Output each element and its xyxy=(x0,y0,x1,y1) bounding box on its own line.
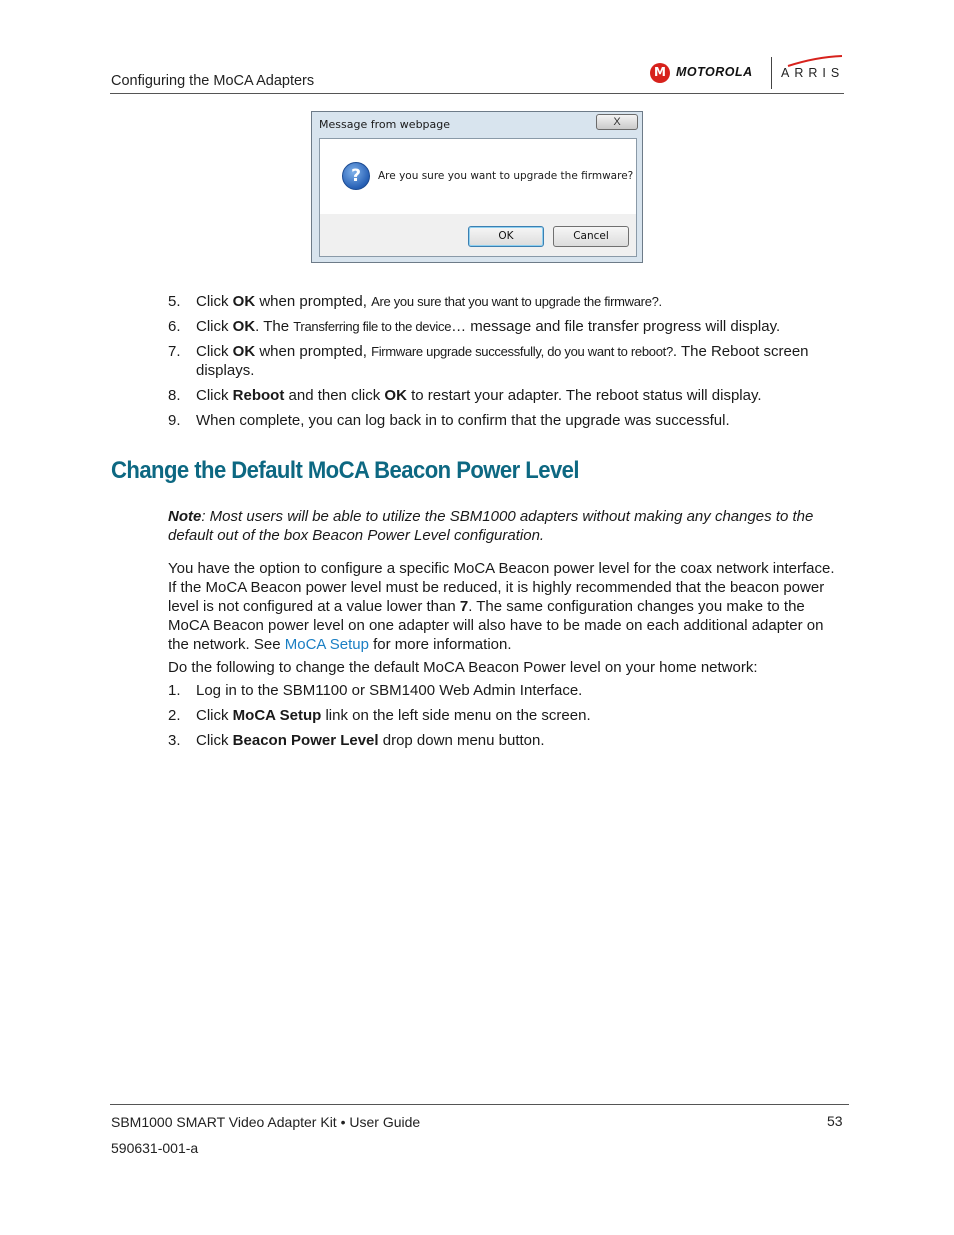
header-rule xyxy=(110,93,844,94)
ok-button[interactable]: OK xyxy=(468,226,544,247)
cancel-button[interactable]: Cancel xyxy=(553,226,629,247)
section-heading: Change the Default MoCA Beacon Power Level xyxy=(111,457,579,484)
footer-guide-title: SBM1000 SMART Video Adapter Kit • User Guide xyxy=(111,1114,421,1130)
step-text: Click Beacon Power Level drop down menu button. xyxy=(196,732,545,749)
step-number: 5. xyxy=(168,293,181,310)
step-text: Click MoCA Setup link on the left side menu on the screen. xyxy=(196,707,591,724)
footer-page-number: 53 xyxy=(827,1113,843,1129)
footer-doc-number: 590631-001-a xyxy=(111,1140,199,1156)
footer-rule xyxy=(110,1104,849,1105)
step-number: 6. xyxy=(168,318,181,335)
question-glyph: ? xyxy=(351,166,361,186)
arris-logo-text: ARRIS xyxy=(781,66,845,80)
step-number: 9. xyxy=(168,412,181,429)
dialog-title: Message from webpage xyxy=(319,118,451,131)
step-text: When complete, you can log back in to confirm that the upgrade was successful. xyxy=(196,412,730,429)
note-paragraph xyxy=(168,507,838,545)
step-number: 2. xyxy=(168,707,181,724)
moca-setup-link[interactable]: MoCA Setup xyxy=(284,636,369,653)
motorola-logo-glyph: M xyxy=(654,65,666,79)
step-text: Click Reboot and then click OK to restart your adapter. The reboot status will display. xyxy=(196,387,762,404)
step-text: Click OK when prompted, Are you sure that you want to upgrade the firmware?. xyxy=(196,293,662,310)
dialog-message: Are you sure you want to upgrade the firmware? xyxy=(378,170,634,182)
step-number: 3. xyxy=(168,732,181,749)
body-paragraph: Do the following to change the default MoCA Beacon Power level on your home network: xyxy=(168,659,758,676)
step-text: Click OK. The Transferring file to the device… message and file transfer progress will display. xyxy=(196,318,781,335)
step-number: 1. xyxy=(168,682,181,699)
step-text: Click OK when prompted, Firmware upgrade successfully, do you want to reboot?. The Reboot screen displays. xyxy=(196,343,809,379)
header-section-title: Configuring the MoCA Adapters xyxy=(111,73,315,89)
logos xyxy=(648,55,844,91)
body-paragraph: You have the option to configure a specific MoCA Beacon power level for the coax network interface. If the MoCA Beacon power level must be reduced, it is highly recommended that the beacon power level is not configured at a value lower than 7. The same configuration changes you make to the MoCA Beacon power level on one adapter will also have to be made on each additional adapter on the network. See MoCA Setup for more information. xyxy=(168,560,835,653)
motorola-logo-icon xyxy=(650,63,670,83)
motorola-logo-text: MOTOROLA xyxy=(676,65,753,79)
step-number: 8. xyxy=(168,387,181,404)
close-icon: X xyxy=(613,116,621,128)
confirm-dialog xyxy=(311,111,643,263)
note-text: : Most users will be able to utilize the SBM1000 adapters without making any changes to the default out of the box Beacon Power Level configuration. xyxy=(168,508,814,544)
dialog-body xyxy=(319,138,637,257)
logo-divider xyxy=(771,57,772,89)
step-text: Log in to the SBM1100 or SBM1400 Web Admin Interface. xyxy=(196,682,583,699)
note-label: Note xyxy=(168,508,202,525)
question-icon xyxy=(342,162,370,190)
dialog-close-button[interactable] xyxy=(596,114,638,130)
step-number: 7. xyxy=(168,343,181,360)
